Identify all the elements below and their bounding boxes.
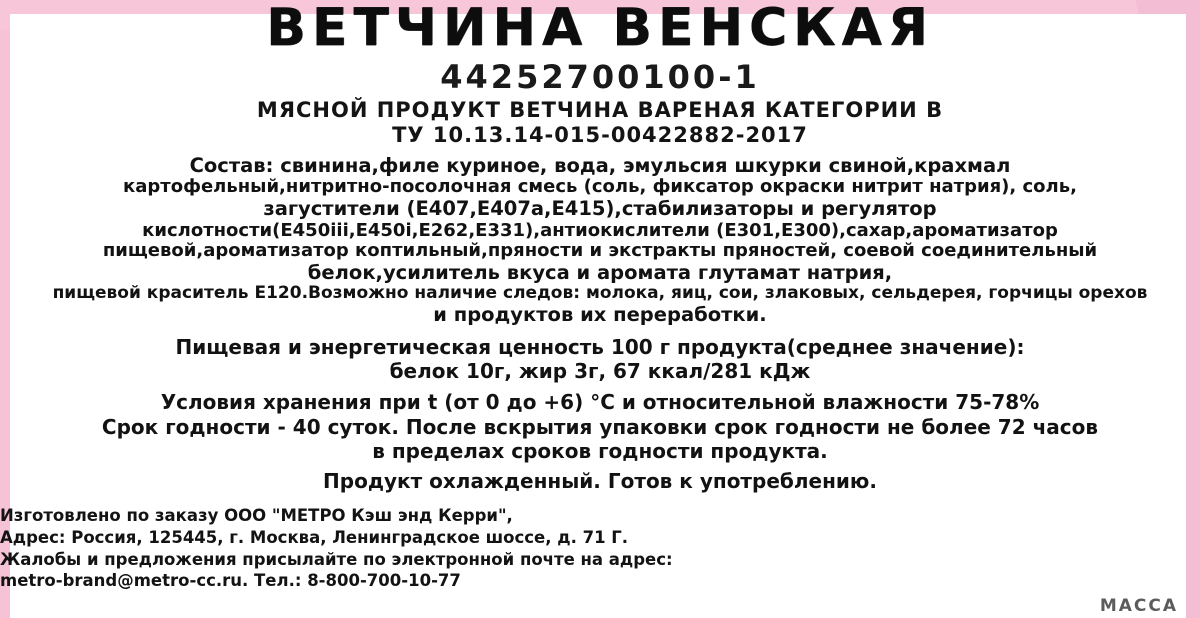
manufacturer-email-phone-line: metro-brand@metro-cc.ru. Тел.: 8-800-700-10-77: [0, 571, 461, 591]
composition-block: [12, 155, 1188, 326]
manufacturer-address-line: Адрес: Россия, 125445, г. Москва, Ленинградское шоссе, д. 71 Г.: [0, 527, 629, 547]
manufacturer-block: [0, 505, 1200, 592]
composition-line: пищевой краситель E120.Возможно наличие следов: молока, яиц, сои, злаковых, сельдерея, горчицы орехов: [52, 283, 1148, 304]
nutrition-block: [0, 335, 1200, 383]
mass-label: МАССА: [1099, 596, 1178, 616]
manufacturer-line: Изготовлено по заказу ООО "МЕТРО Кэш энд Керри",: [0, 506, 513, 525]
technical-spec: ТУ 10.13.14-015-00422882-2017: [392, 123, 808, 147]
composition-line: Состав: свинина,филе куриное, вода, эмульсия шкурки свиной,крахмал: [189, 154, 1011, 177]
product-title: ВЕТЧИНА ВЕНСКАЯ: [266, 0, 934, 58]
storage-line: Условия хранения при t (от 0 до +6) °С и относительной влажности 75-78%: [160, 390, 1040, 415]
composition-line: белок,усилитель вкуса и аромата глутамат натрия,: [307, 260, 893, 284]
storage-line: в пределах сроков годности продукта.: [372, 439, 828, 464]
composition-line: и продуктов их переработки.: [433, 302, 767, 326]
nutrition-line: Пищевая и энергетическая ценность 100 г продукта(среднее значение):: [175, 335, 1025, 360]
composition-line: загустители (E407,E407a,E415),стабилизаторы и регулятор: [263, 197, 937, 221]
storage-line: Срок годности - 40 суток. После вскрытия упаковки срок годности не более 72 часов: [101, 414, 1099, 439]
product-code: 44252700100-1: [440, 58, 760, 96]
composition-line: пищевой,ароматизатор коптильный,пряности и экстракты пряностей, соевой соединительный: [102, 240, 1098, 262]
ready-to-eat-note: Продукт охлажденный. Готов к употреблению.: [323, 469, 877, 494]
composition-line: кислотности(E450iii,E450i,E262,E331),антиокислители (E301,E300),сахар,ароматизатор: [142, 219, 1058, 241]
product-subtitle: МЯСНОЙ ПРОДУКТ ВЕТЧИНА ВАРЕНАЯ КАТЕГОРИИ В: [256, 98, 944, 122]
nutrition-line: белок 10г, жир 3г, 67 ккал/281 кДж: [389, 359, 811, 384]
manufacturer-contact-line: Жалобы и предложения присылайте по электронной почте на адрес:: [0, 549, 673, 569]
storage-block: [0, 390, 1200, 463]
composition-line: картофельный,нитритно-посолочная смесь (соль, фиксатор окраски нитрит натрия), соль,: [123, 176, 1077, 198]
